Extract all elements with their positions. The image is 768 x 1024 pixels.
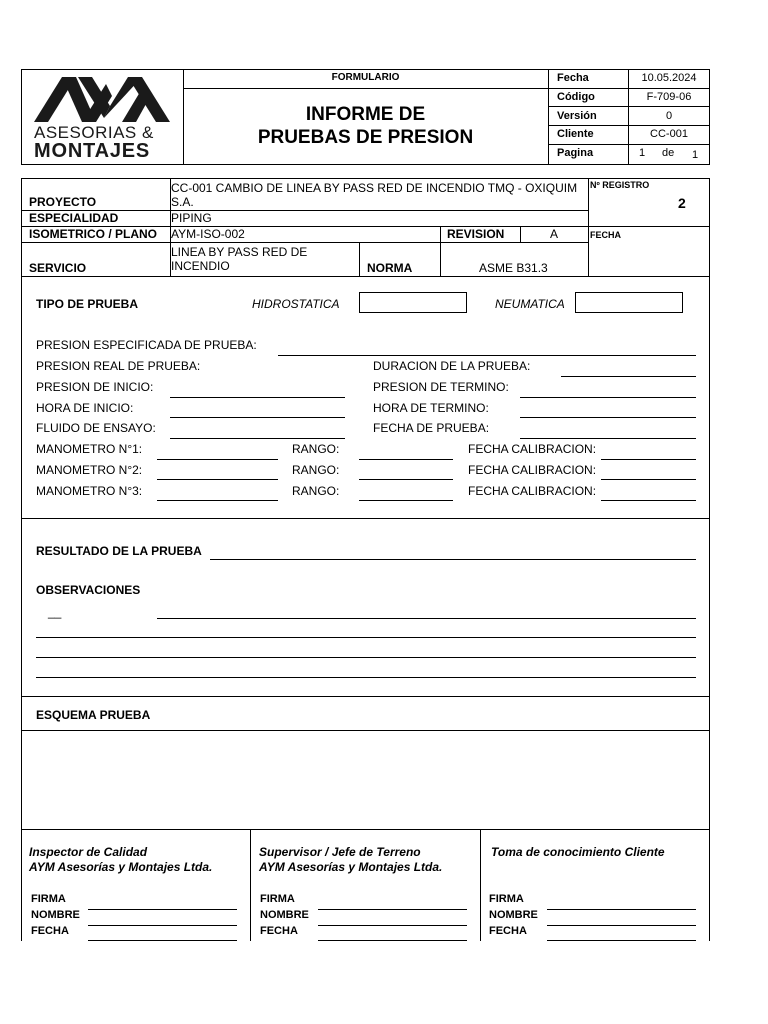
neumatica-label: NEUMATICA [495, 297, 565, 311]
fluido-label: FLUIDO DE ENSAYO: [36, 421, 156, 435]
presion-termino-label: PRESION DE TERMINO: [373, 380, 509, 394]
resultado-label: RESULTADO DE LA PRUEBA [36, 544, 202, 558]
header-divider [548, 106, 710, 107]
header-divider [548, 88, 710, 89]
manometro-2-field[interactable] [157, 479, 278, 480]
meta-value-fecha: 10.05.2024 [641, 72, 697, 84]
observaciones-label: OBSERVACIONES [36, 583, 141, 597]
registro-value: 2 [678, 195, 686, 211]
nombre-label: NOMBRE [31, 909, 80, 921]
servicio-label: SERVICIO [29, 261, 87, 275]
rango-2-field[interactable] [359, 479, 453, 480]
presion-especificada-label: PRESION ESPECIFICADA DE PRUEBA: [36, 338, 257, 352]
esquema-area[interactable] [21, 730, 710, 830]
manometro-1-field[interactable] [157, 459, 278, 460]
tipo-prueba-label: TIPO DE PRUEBA [36, 297, 139, 311]
signature-title-line2: AYM Asesorías y Montajes Ltda. [259, 860, 443, 874]
manometro-2-label: MANOMETRO N°2: [36, 463, 143, 477]
calibracion-2-label: FECHA CALIBRACION: [468, 463, 597, 477]
meta-label-version: Versión [557, 110, 597, 122]
firma-field[interactable] [318, 909, 467, 910]
especialidad-value: PIPING [171, 211, 212, 225]
resultado-field[interactable] [210, 559, 696, 560]
header-divider [548, 69, 549, 165]
signature-divider [250, 829, 251, 941]
page-title-line2: PRUEBAS DE PRESION [257, 127, 474, 148]
rango-2-label: RANGO: [292, 463, 340, 477]
calibracion-3-field[interactable] [601, 500, 696, 501]
rango-3-field[interactable] [359, 500, 453, 501]
especialidad-label: ESPECIALIDAD [29, 211, 119, 225]
project-divider [588, 178, 589, 277]
nombre-field[interactable] [88, 925, 237, 926]
meta-value-codigo: F-709-06 [646, 91, 692, 103]
page-title-line1: INFORME DE [305, 104, 426, 125]
proyecto-value-line2: S.A. [171, 195, 194, 209]
presion-termino-field[interactable] [520, 397, 696, 398]
norma-label: NORMA [367, 261, 413, 275]
firma-label: FIRMA [31, 893, 66, 905]
nombre-field[interactable] [318, 925, 467, 926]
meta-value-version: 0 [665, 110, 673, 122]
meta-value-cliente: CC-001 [650, 128, 688, 140]
manometro-3-field[interactable] [157, 500, 278, 501]
hora-termino-label: HORA DE TERMINO: [373, 401, 489, 415]
hora-inicio-label: HORA DE INICIO: [36, 401, 134, 415]
registro-label: Nº REGISTRO [590, 180, 650, 190]
firma-field[interactable] [88, 909, 237, 910]
fecha-field[interactable] [88, 940, 237, 941]
project-divider [21, 242, 588, 243]
proyecto-label: PROYECTO [29, 195, 97, 209]
norma-value: ASME B31.3 [479, 261, 548, 275]
signature-right-border [709, 829, 710, 941]
duracion-label: DURACION DE LA PRUEBA: [373, 359, 531, 373]
fecha-registro-label: FECHA [590, 230, 621, 240]
fecha-field[interactable] [318, 940, 467, 941]
page-current: 1 [639, 147, 646, 159]
fecha-prueba-field[interactable] [520, 438, 696, 439]
hora-termino-field[interactable] [520, 417, 696, 418]
nombre-field[interactable] [547, 925, 696, 926]
presion-inicio-label: PRESION DE INICIO: [36, 380, 154, 394]
servicio-value-line2: INCENDIO [171, 259, 230, 273]
esquema-label: ESQUEMA PRUEBA [36, 708, 151, 722]
firma-label: FIRMA [260, 893, 295, 905]
isometrico-value: AYM-ISO-002 [171, 227, 245, 241]
signature-divider [480, 829, 481, 941]
servicio-value-line1: LINEA BY PASS RED DE [171, 245, 308, 259]
signature-title-line1: Supervisor / Jefe de Terreno [259, 845, 421, 859]
hidrostatica-checkbox[interactable] [359, 292, 467, 313]
hidrostatica-label: HIDROSTATICA [252, 297, 340, 311]
revision-label: REVISION [447, 227, 505, 241]
proyecto-value-line1: CC-001 CAMBIO DE LINEA BY PASS RED DE INCENDIO TMQ - OXIQUIM [171, 181, 578, 195]
calibracion-1-label: FECHA CALIBRACION: [468, 442, 597, 456]
presion-real-label: PRESION REAL DE PRUEBA: [36, 359, 201, 373]
form-type-label: FORMULARIO [331, 72, 400, 83]
signature-title-line1: Inspector de Calidad [29, 845, 148, 859]
fluido-field[interactable] [170, 438, 345, 439]
meta-label-pagina: Pagina [557, 147, 594, 159]
observaciones-line-4[interactable] [36, 677, 696, 678]
manometro-1-label: MANOMETRO N°1: [36, 442, 143, 456]
observaciones-line-1[interactable] [157, 618, 696, 619]
presion-especificada-field[interactable] [278, 355, 696, 356]
nombre-label: NOMBRE [489, 909, 538, 921]
fecha-label: FECHA [31, 925, 69, 937]
manometro-3-label: MANOMETRO N°3: [36, 484, 143, 498]
fecha-label: FECHA [260, 925, 298, 937]
firma-label: FIRMA [489, 893, 524, 905]
firma-field[interactable] [547, 909, 696, 910]
rango-1-field[interactable] [359, 459, 453, 460]
signature-top-border [21, 829, 710, 830]
observaciones-line-2[interactable] [36, 637, 696, 638]
observaciones-line-3[interactable] [36, 657, 696, 658]
nombre-label: NOMBRE [260, 909, 309, 921]
header-divider [548, 125, 710, 126]
meta-label-fecha: Fecha [557, 72, 589, 84]
logo-mark-icon [32, 74, 172, 124]
page-total: 1 [692, 149, 699, 161]
neumatica-checkbox[interactable] [575, 292, 683, 313]
meta-label-codigo: Código [557, 91, 595, 103]
fecha-field[interactable] [547, 940, 696, 941]
calibracion-1-field[interactable] [601, 459, 696, 460]
calibracion-2-field[interactable] [601, 479, 696, 480]
duracion-field[interactable] [561, 376, 696, 377]
project-divider [440, 226, 441, 277]
revision-value: A [549, 227, 558, 241]
logo-text-line1: ASESORIAS & [34, 123, 154, 142]
fecha-prueba-label: FECHA DE PRUEBA: [373, 421, 490, 435]
header-divider [548, 144, 710, 145]
header-divider [183, 88, 548, 89]
signature-title-line1: Toma de conocimiento Cliente [491, 845, 665, 859]
page-of: de [662, 147, 675, 159]
presion-inicio-field[interactable] [170, 397, 345, 398]
fecha-label: FECHA [489, 925, 527, 937]
signature-left-border [21, 829, 22, 941]
isometrico-label: ISOMETRICO / PLANO [29, 227, 158, 241]
rango-3-label: RANGO: [292, 484, 340, 498]
meta-label-cliente: Cliente [557, 128, 594, 140]
signature-title-line2: AYM Asesorías y Montajes Ltda. [29, 860, 213, 874]
rango-1-label: RANGO: [292, 442, 340, 456]
project-divider [359, 242, 360, 277]
calibracion-3-label: FECHA CALIBRACION: [468, 484, 597, 498]
observaciones-mark: __ [48, 605, 62, 619]
hora-inicio-field[interactable] [170, 417, 345, 418]
logo-text-line2: MONTAJES [34, 140, 151, 162]
